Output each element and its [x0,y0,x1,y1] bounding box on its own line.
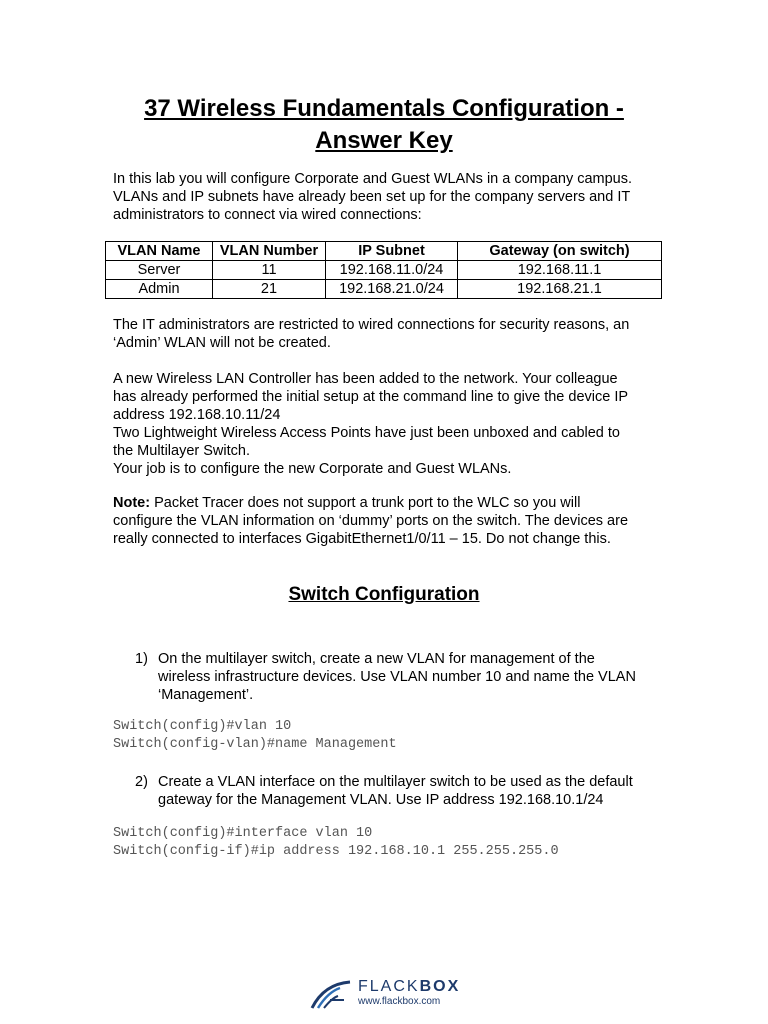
code-block: Switch(config)#vlan 10 Switch(config-vlan)#name Management [113,719,397,752]
step-text: Create a VLAN interface on the multilayer switch to be used as the default gateway for the Management VLAN. Use IP address 192.168.10.1/24 [158,774,633,808]
flackbox-logo-icon [310,980,354,1010]
table-row [106,261,662,280]
document-title: 37 Wireless Fundamentals Configuration - Answer Key [144,95,624,154]
table-header: VLAN Name [106,242,213,261]
step-2 [135,773,655,809]
note-paragraph: Note: Packet Tracer does not support a trunk port to the WLC so you will configure the VLAN information on ‘dummy’ ports on the switch. The devices are really connected to interfaces GigabitEthernet1/0/11 – 15. Do not change this. [113,495,629,547]
table-cell: Server [106,261,213,280]
table-cell: 192.168.11.1 [458,261,662,280]
code-block: Switch(config)#interface vlan 10 Switch(config-if)#ip address 192.168.10.1 255.255.255.0 [113,826,559,859]
step-text: On the multilayer switch, create a new VLAN for management of the wireless infrastructure devices. Use VLAN number 10 and name the VLAN ‘Management’. [158,651,636,703]
table-row [106,280,662,299]
step-number: 1) [135,651,148,667]
vlan-table [105,241,662,299]
table-header: Gateway (on switch) [458,242,662,261]
flackbox-logo [310,978,470,1014]
intro-paragraph: In this lab you will configure Corporate and Guest WLANs in a company campus. VLANs and IP subnets have already been set up for the company servers and IT administrators to connect via wired connections: [113,171,633,223]
brand-url: www.flackbox.com [358,996,441,1007]
table-cell: Admin [106,280,213,299]
table-cell: 21 [213,280,326,299]
table-header: VLAN Number [213,242,326,261]
note-label: Note: [113,495,151,511]
step-number: 2) [135,774,148,790]
table-cell: 192.168.11.0/24 [326,261,458,280]
table-cell: 192.168.21.0/24 [326,280,458,299]
wlc-paragraph: A new Wireless LAN Controller has been added to the network. Your colleague has already performed the initial setup at the command line to give the device IP address 192.168.10.11/24 Two Lightweight Wireless Access Points have just been unboxed and cabled to the Multilayer Switch. Your job is to configure the new Corporate and Guest WLANs. [113,371,629,477]
table-cell: 192.168.21.1 [458,280,662,299]
table-header: IP Subnet [326,242,458,261]
section-title: Switch Configuration [288,584,480,605]
table-cell: 11 [213,261,326,280]
admin-paragraph: The IT administrators are restricted to wired connections for security reasons, an ‘Admin’ WLAN will not be created. [113,317,630,351]
step-1 [135,650,655,704]
table-header-row [106,242,662,261]
brand-name: FLACKBOX [358,978,461,995]
